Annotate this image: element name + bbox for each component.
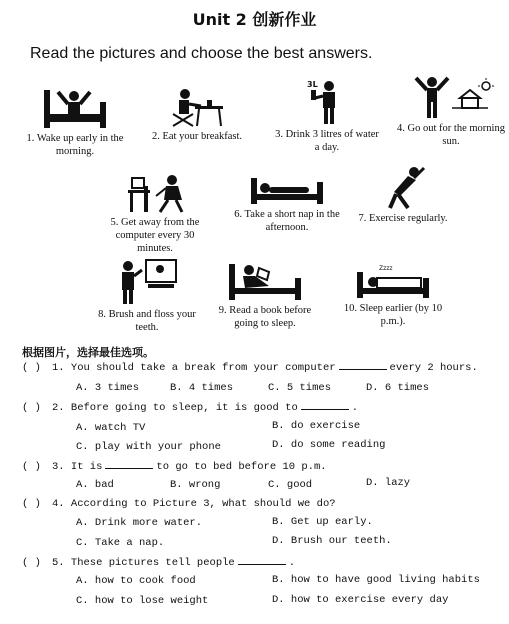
picture-1 [20,86,130,158]
picture-4 [396,76,506,148]
water-label: 3L [307,80,318,89]
read-book-icon [225,262,305,302]
instruction: Read the pictures and choose the best answers. [30,45,373,62]
drink-water-icon [305,78,349,126]
option-3c: C. good [268,479,313,491]
option-3d: D. lazy [366,477,411,489]
option-1d: D. 6 times [366,382,430,394]
zzz-label: Zzzz [379,265,393,272]
option-5b: B. how to have good living habits [272,574,480,586]
option-1c: C. 5 times [268,382,332,394]
option-1b: B. 4 times [170,382,234,394]
picture-caption: 5. Get away from the computer every 30 minutes. [110,217,200,254]
option-3b: B. wrong [170,479,221,491]
picture-caption: 10. Sleep earlier (by 10 p.m.). [343,303,443,327]
morning-sun-icon [408,76,494,120]
question-2: ( ) 2. Before going to sleep, it is good to . [22,402,359,414]
option-4d: D. Brush our teeth. [272,535,392,547]
blank [301,409,349,410]
picture-caption: 7. Exercise regularly. [358,213,448,224]
question-1: ( ) 1. You should take a break from your computer every 2 hours. [22,362,478,374]
nap-icon [247,176,327,206]
page-title: Unit 2 创新作业 [192,10,317,29]
blank [105,468,153,469]
picture-caption: 4. Go out for the morning sun. [397,123,505,147]
question-4: ( ) 4. According to Picture 3, what should we do? [22,498,336,510]
picture-10 [338,264,448,328]
answer-slot[interactable]: ( ) [22,402,41,414]
sleep-icon [353,264,433,300]
option-2a: A. watch TV [76,422,146,434]
picture-caption: 3. Drink 3 litres of water a day. [275,129,379,153]
brush-teeth-icon [112,256,182,306]
picture-7 [348,166,458,225]
picture-8 [92,256,202,334]
picture-3 [272,78,382,154]
option-2c: C. play with your phone [76,441,221,453]
picture-caption: 6. Take a short nap in the afternoon. [234,209,340,233]
section-label: 根据图片，选择最佳选项。 [22,346,154,359]
option-1a: A. 3 times [76,382,140,394]
option-2d: D. do some reading [272,439,386,451]
picture-2 [142,86,252,143]
picture-caption: 9. Read a book before going to sleep. [218,305,312,329]
question-5: ( ) 5. These pictures tell people . [22,557,296,569]
answer-slot[interactable]: ( ) [22,362,41,374]
option-4a: A. Drink more water. [76,517,203,529]
option-2b: B. do exercise [272,420,361,432]
option-5c: C. how to lose weight [76,595,209,607]
picture-5 [100,174,210,255]
option-4b: B. Get up early. [272,516,373,528]
picture-9 [210,262,320,330]
picture-caption: 1. Wake up early in the morning. [26,133,124,157]
answer-slot[interactable]: ( ) [22,557,41,569]
computer-break-icon [120,174,190,214]
picture-caption: 2. Eat your breakfast. [151,131,243,142]
picture-caption: 8. Brush and floss your teeth. [98,309,196,333]
wake-up-icon [40,86,110,130]
option-3a: A. bad [76,479,114,491]
breakfast-icon [167,86,227,128]
blank [339,369,387,370]
option-4c: C. Take a nap. [76,537,165,549]
option-5d: D. how to exercise every day [272,594,449,606]
option-5a: A. how to cook food [76,575,196,587]
question-3: ( ) 3. It is to go to bed before 10 p.m. [22,461,327,473]
picture-6 [232,176,342,234]
answer-slot[interactable]: ( ) [22,461,41,473]
exercise-icon [378,166,428,210]
blank [238,564,286,565]
answer-slot[interactable]: ( ) [22,498,41,510]
